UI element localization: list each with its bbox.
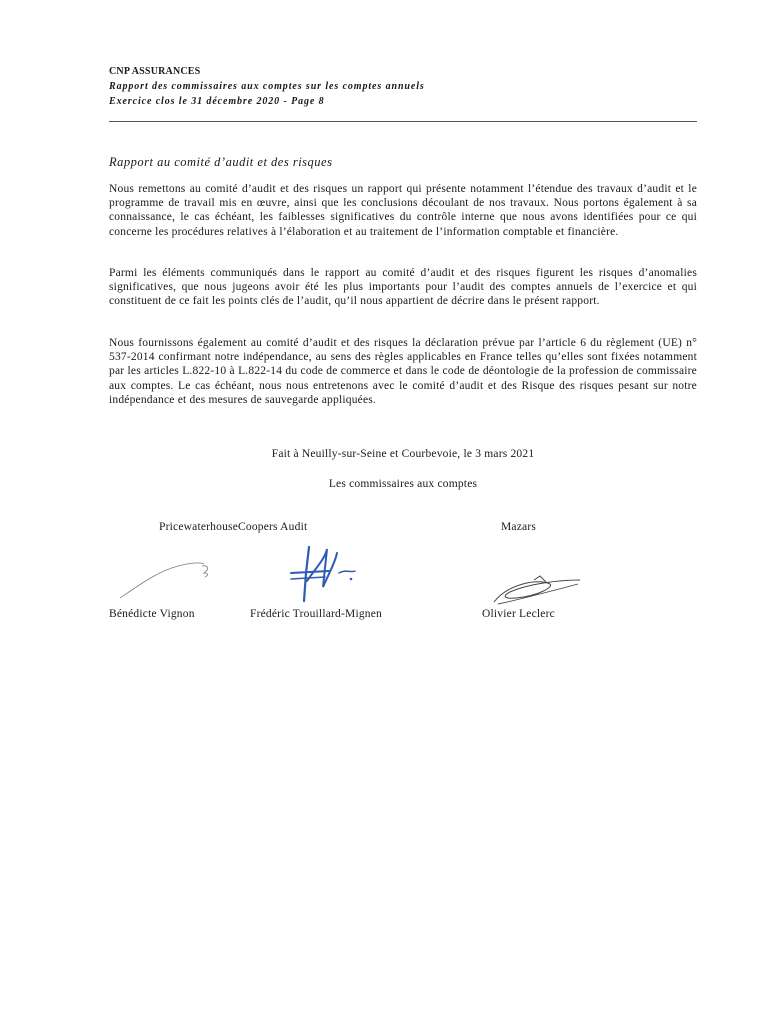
header-divider xyxy=(109,121,697,122)
document-header xyxy=(109,64,697,109)
paragraph: Parmi les éléments communiqués dans le rapport au comité d’audit et des risques figurent les risques d’anomalies significatives, que nous jugeons avoir été les plus importants pour l’audit des comptes annuels de l’exercice et qui constituent de ce fait les points clés de l’audit, qu’il nous appartient de décrire dans le présent rapport. xyxy=(109,267,697,308)
period-page: Exercice clos le 31 décembre 2020 - Page 8 xyxy=(109,96,325,107)
signature-leclerc xyxy=(488,574,588,606)
signer-trouillard-mignen: Frédéric Trouillard-Mignen xyxy=(250,608,383,620)
firm-mazars: Mazars xyxy=(501,521,537,533)
section-title: Rapport au comité d’audit et des risques xyxy=(109,155,333,169)
paragraph: Nous remettons au comité d’audit et des risques un rapport qui présente notamment l’étendue des travaux d’audit et le programme de travail mis en œuvre, ainsi que les conclusions découlant de nos travaux. Nous portons également à sa connaissance, le cas échéant, les faiblesses significatives du contrôle interne que nous avons identifiées pour ce qui concerne les procédures relatives à l’élaboration et au traitement de l’information comptable et financière. xyxy=(109,183,697,238)
auditors-label: Les commissaires aux comptes xyxy=(328,478,478,490)
company-name: CNP ASSURANCES xyxy=(109,66,201,77)
firm-pwc: PricewaterhouseCoopers Audit xyxy=(159,521,308,533)
report-title: Rapport des commissaires aux comptes sur les comptes annuels xyxy=(109,81,425,92)
place-date: Fait à Neuilly-sur-Seine et Courbevoie, le 3 mars 2021 xyxy=(271,448,535,460)
signer-leclerc: Olivier Leclerc xyxy=(482,608,555,620)
signature-vignon xyxy=(116,556,216,602)
signer-vignon: Bénédicte Vignon xyxy=(109,608,195,620)
signature-trouillard-mignen xyxy=(285,543,365,609)
paragraph: Nous fournissons également au comité d’audit et des risques la déclaration prévue par l’article 6 du règlement (UE) n° 537-2014 confirmant notre indépendance, au sens des règles applicables en France telles qu’elles sont fixées notamment par les articles L.822-10 à L.822-14 du code de commerce et dans le code de déontologie de la profession de commissaire aux comptes. Le cas échéant, nous nous entretenons avec le comité d’audit et des Risque des risques pesant sur notre indépendance et des mesures de sauvegarde appliquées. xyxy=(109,337,697,406)
